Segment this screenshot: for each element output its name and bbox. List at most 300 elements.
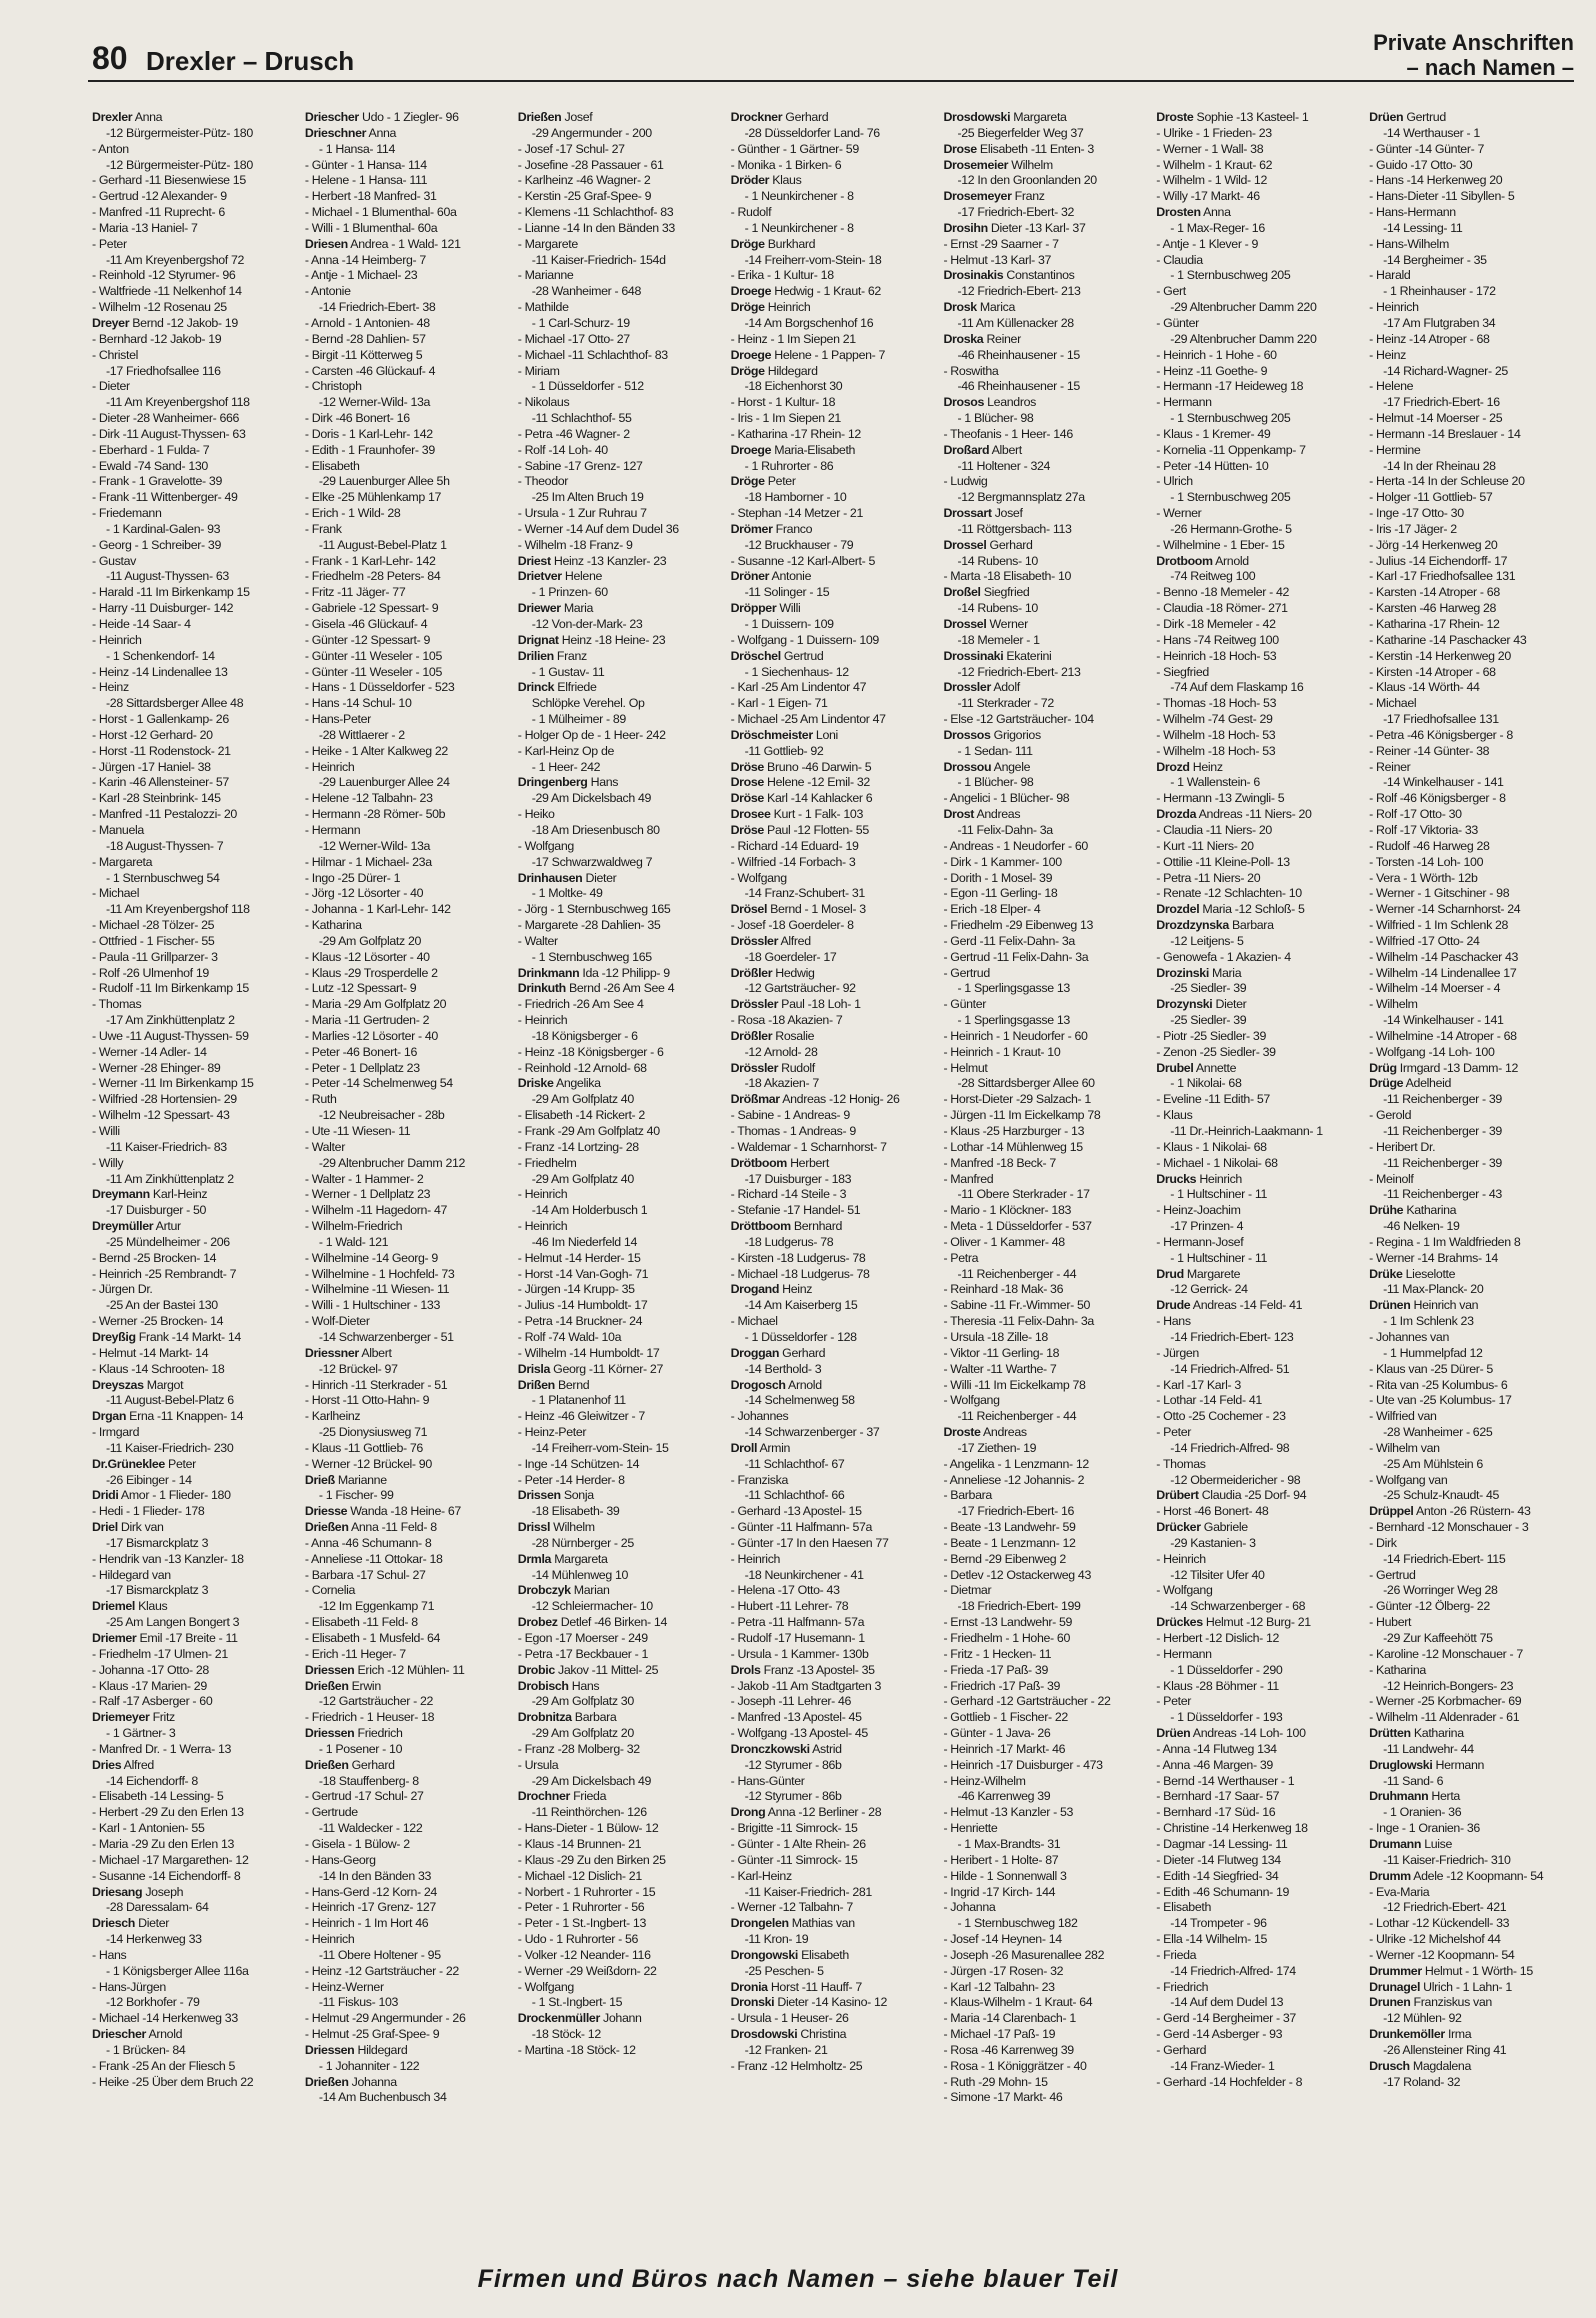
person-entry: - Maria -14 Clarenbach- 1 [943, 2011, 1076, 2026]
family-name: Drozd [1156, 759, 1190, 774]
person-entry: - Heinrich -17 Markt- 46 [943, 1741, 1066, 1756]
family-name: Driesen [304, 236, 348, 251]
address-line: -11 Landwehr- 44 [1383, 1741, 1474, 1756]
person-entry: - Waldemar - 1 Scharnhorst- 7 [730, 1139, 887, 1154]
family-name: Dreyer [92, 315, 130, 330]
person-entry: - Michael - 1 Blumenthal- 60a [304, 205, 457, 220]
person-entry: - Torsten -14 Loh- 100 [1369, 854, 1484, 869]
person-entry: - Dirk [1369, 1535, 1397, 1550]
person-entry: - Carsten -46 Glückauf- 4 [304, 363, 436, 378]
person-entry: - Klaus -12 Lösorter - 40 [304, 949, 430, 964]
person-entry: - Irmgard [92, 1425, 140, 1440]
family-entry [305, 1663, 510, 1679]
person-entry: - Wilhelm -14 Paschacker 43 [1369, 949, 1519, 964]
person-entry: - Rolf -14 Loh- 40 [517, 442, 608, 457]
person-entry: - Helmut -14 Herder- 15 [517, 1250, 641, 1265]
family-entry [731, 522, 936, 538]
address-line: -28 Wanheimer - 625 [1383, 1425, 1493, 1440]
person-entry: - Reinhard -18 Mak- 36 [943, 1282, 1064, 1297]
address-line: -11 Am Küllenacker 28 [957, 315, 1074, 330]
family-name: Drüge [1369, 1076, 1404, 1091]
person-entry: - Gerhard [1156, 2042, 1207, 2057]
person-entry: - Frank - 1 Karl-Lehr- 142 [304, 553, 436, 568]
given-name-address: Katharina [1406, 1203, 1457, 1218]
person-entry: - Karl -28 Steinbrink- 145 [92, 791, 221, 806]
address-line: -11 Kaiser-Friedrich- 154d [531, 252, 666, 267]
given-name-address: Hildegard [357, 2042, 408, 2057]
family-name: Drosdowski [943, 110, 1011, 124]
person-entry: - Heinrich - 1 Im Hort 46 [304, 1916, 429, 1931]
address-line: -18 Akazien- 7 [744, 1076, 819, 1091]
address-line: - 1 Platanenhof 11 [531, 1393, 626, 1408]
person-entry: - Karl -17 Friedhofsallee 131 [1369, 569, 1516, 584]
family-entry [518, 966, 723, 982]
family-entry [943, 268, 1148, 284]
person-entry: - Susanne -12 Karl-Albert- 5 [730, 553, 876, 568]
family-name: Driemer [92, 1631, 137, 1645]
family-name: Drose [943, 141, 977, 156]
person-entry: - Gertrud -12 Alexander- 9 [92, 189, 227, 204]
address-line: -11 Solinger - 15 [744, 585, 830, 600]
person-entry: - Reiner -14 Günter- 38 [1369, 743, 1490, 758]
family-name: Driesse [304, 1504, 348, 1519]
person-entry: - Guido -17 Otto- 30 [1369, 157, 1473, 172]
person-entry: - Hans-Hermann [1369, 205, 1456, 220]
person-entry: - Ursula - 1 Heuser- 26 [730, 2011, 849, 2026]
given-name-address: Gertrud [1406, 110, 1446, 124]
address-line: -12 Bürgermeister-Pütz- 180 [106, 157, 253, 172]
person-entry: - Inge -17 Otto- 30 [1369, 506, 1464, 521]
family-name: Drossel [943, 617, 987, 631]
person-entry: - Thomas [1156, 1456, 1206, 1471]
family-name: Drößler [730, 965, 773, 980]
family-name: Drinkuth [517, 981, 566, 996]
family-entry [731, 1980, 936, 1996]
person-entry: - Rolf -74 Wald- 10a [517, 1329, 622, 1344]
person-entry: - Paula -11 Grillparzer- 3 [92, 949, 218, 964]
family-entry [518, 633, 723, 649]
person-entry: - Elisabeth -14 Rickert- 2 [517, 1108, 645, 1123]
person-entry: - Michael [1369, 696, 1417, 711]
given-name-address: Maria [1212, 965, 1242, 980]
address-line: -11 Obere Sterkrader - 17 [957, 1187, 1090, 1202]
person-entry: - Hermann [304, 822, 361, 837]
given-name-address: Josef [994, 506, 1023, 521]
person-entry: - Werner -25 Korbmacher- 69 [1369, 1694, 1522, 1709]
given-name-address: Ulrich - 1 Lahn- 1 [1423, 1979, 1512, 1994]
given-name-address: Klaus [772, 173, 802, 188]
address-line: -18 Eichenhorst 30 [744, 379, 843, 394]
person-entry: - Iris -17 Jäger- 2 [1369, 521, 1457, 536]
person-entry: - Ursula - 1 Zur Ruhrau 7 [517, 506, 647, 521]
person-entry: - Inge -14 Schützen- 14 [517, 1456, 640, 1471]
person-entry: - Günter - 1 Hansa- 114 [304, 157, 427, 172]
address-line: -14 Bergheimer - 35 [1383, 252, 1487, 267]
person-entry: - Klaus - 1 Kremer- 49 [1156, 426, 1271, 441]
person-entry: - Horst -12 Gerhard- 20 [92, 727, 213, 742]
given-name-address: Margareta [1013, 110, 1067, 124]
family-entry [518, 1520, 723, 1536]
family-name: Drücker [1156, 1520, 1201, 1535]
person-entry: - Kirsten -18 Ludgerus- 78 [730, 1250, 866, 1265]
person-entry: - Heinz [92, 680, 129, 695]
family-name: Drießen [304, 1520, 349, 1535]
person-entry: - Maria -29 Zu den Erlen 13 [92, 1836, 235, 1851]
person-entry: - Hans-Günter [730, 1773, 805, 1788]
person-entry: - Wilhelmine -14 Atroper - 68 [1369, 1028, 1517, 1043]
family-name: Drumm [1369, 1868, 1411, 1883]
person-entry: - Franziska [730, 1472, 789, 1487]
family-entry [1156, 1298, 1361, 1314]
family-name: Drong [730, 1805, 766, 1820]
person-entry: - Horst -46 Bonert- 48 [1156, 1504, 1269, 1519]
family-entry [1369, 1298, 1574, 1314]
family-name: Drozda [1156, 807, 1197, 822]
person-entry: - Peter - 1 Ruhrorter - 56 [517, 1900, 645, 1915]
family-entry [518, 1362, 723, 1378]
person-entry: - Heinrich [730, 1551, 781, 1566]
given-name-address: Armin [759, 1440, 791, 1455]
person-entry: - Manfred -11 Ruprecht- 6 [92, 205, 225, 220]
person-entry: - Hildegard van [92, 1567, 171, 1582]
person-entry: - Helmut -25 Graf-Spee- 9 [304, 2027, 440, 2042]
address-line: -25 Mündelheimer - 206 [106, 1234, 230, 1249]
family-name: Drummer [1369, 1963, 1422, 1978]
person-entry: - Antonie [304, 284, 351, 299]
family-entry [518, 1552, 723, 1568]
address-line: - 1 Sternbuschweg 205 [1170, 411, 1291, 426]
person-entry: - Heinrich [1156, 1551, 1206, 1566]
person-entry: - Heinz-Wilhelm [943, 1773, 1026, 1788]
person-entry: - Lothar -12 Kückendell- 33 [1369, 1916, 1510, 1931]
person-entry: - Peter [1156, 1694, 1192, 1709]
family-name: Drüen [1156, 1726, 1191, 1741]
person-entry: - Willi - 1 Blumenthal- 60a [304, 220, 438, 235]
person-entry: - Heike -25 Über dem Bruch 22 [92, 2074, 254, 2089]
person-entry: - Wilhelmine -11 Wiesen- 11 [304, 1282, 450, 1297]
address-line: -11 Holtener - 324 [957, 458, 1051, 473]
address-line: -17 Bismarckplatz 3 [106, 1583, 209, 1598]
given-name-address: Friedrich [357, 1726, 403, 1741]
given-name-address: Andrea - 1 Wald- 121 [350, 236, 461, 251]
header-rule [88, 80, 1574, 82]
person-entry: - Hermine [1369, 442, 1421, 457]
family-name: Drünen [1369, 1298, 1411, 1313]
person-entry: - Rudolf [730, 205, 772, 220]
address-line: -12 Mühlen- 92 [1383, 2011, 1462, 2026]
person-entry: - Gerhard -11 Biesenwiese 15 [92, 173, 246, 188]
person-entry: - Werner -14 Adler- 14 [92, 1044, 207, 1059]
person-entry: - Peter -14 Schelmenweg 54 [304, 1076, 453, 1091]
person-entry: - Klaus -29 Zu den Birken 25 [517, 1852, 666, 1867]
address-line: -18 Ludgerus- 78 [744, 1234, 834, 1249]
person-entry: - Birgit -11 Kötterweg 5 [304, 347, 423, 362]
person-entry: - Ursula [517, 1757, 559, 1772]
person-entry: - Helene -12 Talbahn- 23 [304, 791, 433, 806]
person-entry: - Reinhold -12 Arnold- 68 [517, 1060, 647, 1075]
address-line: -29 Am Golfplatz 30 [531, 1694, 634, 1709]
person-entry: - Klaus -29 Trosperdelle 2 [304, 965, 438, 980]
person-entry: - Marianne [517, 268, 574, 283]
person-entry: - Klemens -11 Schlachthof- 83 [517, 205, 674, 220]
family-entry [1369, 1758, 1574, 1774]
given-name-address: Sophie -13 Kasteel- 1 [1196, 110, 1309, 124]
person-entry: - Gottlieb - 1 Fischer- 22 [943, 1710, 1068, 1725]
family-name: Dröge [730, 236, 765, 251]
person-entry: - Horst-Dieter -29 Salzach- 1 [943, 1092, 1091, 1107]
person-entry: - Ursula - 1 Kammer- 130b [730, 1646, 869, 1661]
person-entry: - Friedrich [1156, 1979, 1209, 1994]
family-entry [731, 1029, 936, 1045]
family-entry [518, 871, 723, 887]
given-name-address: Johann [603, 2011, 642, 2026]
person-entry: - Wilhelmine - 1 Eber- 15 [1156, 537, 1285, 552]
person-entry: - Willi [92, 1124, 120, 1138]
person-entry: - Rosa - 1 Königgrätzer - 40 [943, 2058, 1087, 2073]
family-name: Drissl [517, 1520, 551, 1535]
person-entry: - Wilhelm -11 Hagedorn- 47 [304, 1203, 448, 1218]
person-entry: - Jürgen [1156, 1345, 1199, 1360]
person-entry: - Elisabeth -14 Lessing- 5 [92, 1789, 224, 1804]
address-line: -17 Ziethen- 19 [957, 1440, 1037, 1455]
person-entry: - Kirsten -14 Atroper - 68 [1369, 664, 1496, 679]
given-name-address: Bernd -26 Am See 4 [568, 981, 675, 996]
person-entry: - Mathilde [517, 300, 569, 315]
given-name-address: Fritz [152, 1710, 175, 1725]
family-entry [518, 1076, 723, 1092]
address-line: - 1 Posener - 10 [318, 1741, 403, 1756]
person-entry: - Günter -12 Ölberg- 22 [1369, 1599, 1490, 1614]
person-entry: - Jürgen Dr. [92, 1282, 153, 1297]
person-entry: - Klaus -14 Schrooten- 18 [92, 1361, 225, 1376]
family-entry [518, 1488, 723, 1504]
person-entry: - Ernst -29 Saarner - 7 [943, 236, 1059, 251]
family-entry [518, 649, 723, 665]
given-name-address: Sonja [563, 1488, 594, 1503]
address-line: -11 Reinthörchen- 126 [531, 1805, 647, 1820]
person-entry: - Detlev -12 Ostackerweg 43 [943, 1567, 1092, 1582]
person-entry: - Hermann -14 Breslauer - 14 [1369, 426, 1521, 441]
person-entry: - Heinrich [92, 632, 142, 647]
address-line: - 1 Carl-Schurz- 19 [531, 315, 630, 330]
given-name-address: Andreas [983, 1425, 1027, 1440]
person-entry: - Helmut -14 Moerser - 25 [1369, 411, 1503, 426]
person-entry: - Jürgen -14 Krupp- 35 [517, 1282, 635, 1297]
person-entry: - Sabine -17 Grenz- 127 [517, 458, 643, 473]
address-line: -17 Duisburger - 50 [106, 1203, 207, 1218]
person-entry: - Renate -12 Schlachten- 10 [1156, 886, 1302, 901]
person-entry: - Roswitha [943, 363, 999, 378]
person-entry: - Werner - 1 Dellplatz 23 [304, 1187, 431, 1202]
given-name-address: Emil -17 Breite - 11 [139, 1631, 238, 1645]
family-name: Dröpper [730, 601, 777, 616]
address-line: - 1 Gustav- 11 [531, 664, 605, 679]
person-entry: - Dietmar [943, 1583, 992, 1598]
family-entry [305, 1346, 510, 1362]
given-name-address: Claudia -25 Dorf- 94 [1201, 1488, 1307, 1503]
person-entry: - Thomas - 1 Andreas- 9 [730, 1124, 856, 1138]
family-name: Drießen [304, 1757, 349, 1772]
address-line: - 1 Max-Brandts- 31 [957, 1836, 1061, 1851]
family-name: Drosk [943, 300, 977, 315]
person-entry: - Claudia -18 Römer- 271 [1156, 601, 1288, 616]
person-entry: - Günter -11 Simrock- 15 [730, 1852, 858, 1867]
address-line: -18 Königsberger - 6 [531, 1028, 638, 1043]
person-entry: - Michael -17 Margarethen- 12 [92, 1852, 249, 1867]
given-name-address: Hedwig [775, 965, 815, 980]
given-name-address: Georg -11 Körner- 27 [553, 1361, 664, 1376]
address-line: -25 Im Alten Bruch 19 [531, 490, 644, 505]
family-name: Dries [92, 1757, 122, 1772]
person-entry: - Ralf -17 Asberger - 60 [92, 1694, 213, 1709]
family-name: Drieschner [304, 125, 367, 140]
address-line: - 1 Düsseldorfer - 128 [744, 1329, 857, 1344]
directory-column-2 [305, 110, 510, 2234]
person-entry: - Frank -25 An der Fliesch 5 [92, 2058, 236, 2073]
person-entry: - Edith -46 Schumann- 19 [1156, 1884, 1290, 1899]
family-name: Drüg [1369, 1060, 1397, 1075]
address-line: -12 Bürgermeister-Pütz- 180 [106, 125, 253, 140]
person-entry: - Thomas -18 Hoch- 53 [1156, 696, 1277, 711]
given-name-address: Dieter [1215, 997, 1247, 1012]
address-line: -29 Zur Kaffeehött 75 [1383, 1631, 1493, 1645]
address-line: -29 Altenbrucher Damm 220 [1170, 300, 1317, 315]
person-entry: - Heribert Dr. [1369, 1139, 1436, 1154]
family-entry [92, 1710, 297, 1726]
person-entry: - Manfred -18 Beck- 7 [943, 1155, 1056, 1170]
person-entry: - Jakob -11 Am Stadtgarten 3 [730, 1678, 882, 1693]
person-entry: - Kerstin -14 Herkenweg 20 [1369, 648, 1511, 663]
address-line: -11 Reichenberger - 39 [1383, 1092, 1502, 1107]
given-name-address: Angelika [555, 1076, 601, 1091]
given-name-address: Gerhard [351, 1757, 395, 1772]
family-entry [731, 649, 936, 665]
address-line: -12 Heinrich-Bongers- 23 [1383, 1678, 1514, 1693]
family-name: Drignat [517, 632, 559, 647]
given-name-address: Ida -12 Philipp- 9 [582, 965, 670, 980]
family-name: Drössler [730, 933, 779, 948]
address-line: -14 Schwarzenberger - 68 [1170, 1599, 1306, 1614]
person-entry: - Hermann-Josef [1156, 1234, 1244, 1249]
person-entry: - Harald [1369, 268, 1411, 283]
person-entry: - Henriette [943, 1821, 998, 1836]
person-entry: - Ottfried - 1 Fischer- 55 [92, 933, 215, 948]
person-entry: - Egon -17 Moerser - 249 [517, 1631, 648, 1645]
person-entry: - Frieda -17 Paß- 39 [943, 1662, 1048, 1677]
person-entry: - Meta - 1 Düsseldorfer - 537 [943, 1219, 1092, 1234]
family-name: Drochner [517, 1789, 570, 1804]
family-name: Drubel [1156, 1060, 1194, 1075]
family-name: Drinkmann [517, 965, 580, 980]
person-entry: - Rita van -25 Kolumbus- 6 [1369, 1377, 1508, 1392]
family-name: Drosihn [943, 220, 988, 235]
given-name-address: Franz [1014, 189, 1045, 204]
person-entry: - Franz -12 Helmholtz- 25 [730, 2058, 863, 2073]
family-entry [731, 2027, 936, 2043]
family-entry [518, 1789, 723, 1805]
address-line: -14 Am Borgschenhof 16 [744, 315, 874, 330]
family-entry [943, 680, 1148, 696]
address-line: - 1 Brücken- 84 [106, 2042, 186, 2057]
given-name-address: Andreas -14 Loh- 100 [1192, 1726, 1306, 1741]
family-name: Drößler [730, 1028, 773, 1043]
family-name: Drobisch [517, 1678, 569, 1693]
address-line: -11 Sterkrader - 72 [957, 696, 1054, 711]
person-entry: - Hermann -17 Heideweg 18 [1156, 379, 1304, 394]
given-name-address: Margareta [554, 1551, 608, 1566]
person-entry: - Walter - 1 Hammer- 2 [304, 1171, 424, 1186]
address-line: - 1 Sperlingsgasse 13 [957, 1013, 1070, 1028]
address-line: -12 Friedrich-Ebert- 213 [957, 284, 1081, 299]
family-entry [943, 506, 1148, 522]
person-entry: - Gerd -11 Felix-Dahn- 3a [943, 933, 1075, 948]
family-name: Droska [943, 331, 984, 346]
person-entry: - Klaus van -25 Dürer- 5 [1369, 1361, 1493, 1376]
person-entry: - Josefine -28 Passauer - 61 [517, 157, 664, 172]
given-name-address: Franziskus van [1413, 1995, 1492, 2010]
family-entry [92, 1631, 297, 1647]
given-name-address: Peter [168, 1456, 196, 1471]
family-name: Drunagel [1369, 1979, 1421, 1994]
family-entry [731, 569, 936, 585]
person-entry: - Heinz -14 Lindenallee 13 [92, 664, 228, 679]
address-line: -14 Eichendorff- 8 [106, 1773, 198, 1788]
person-entry: - Angelika - 1 Lenzmann- 12 [943, 1456, 1089, 1471]
family-name: Droste [943, 1425, 981, 1440]
person-entry: - Benno -18 Memeler - 42 [1156, 585, 1290, 600]
person-entry: - Rolf -26 Ulmenhof 19 [92, 965, 209, 980]
family-entry [305, 1758, 510, 1774]
person-entry: - Franz -28 Molberg- 32 [517, 1741, 640, 1756]
person-entry: - Holger -11 Gottlieb- 57 [1369, 490, 1493, 505]
person-entry: - Gerhard -12 Gartsträucher - 22 [943, 1694, 1111, 1709]
address-line: -11 Dr.-Heinrich-Laakmann- 1 [1170, 1124, 1323, 1138]
given-name-address: Helmut - 1 Wörth- 15 [1424, 1963, 1533, 1978]
person-entry: - Werner -14 Brahms- 14 [1369, 1250, 1498, 1265]
given-name-address: Elfriede [557, 680, 597, 695]
person-entry: - Herbert -29 Zu den Erlen 13 [92, 1805, 244, 1820]
person-entry: - Petra -14 Bruckner- 24 [517, 1314, 643, 1329]
given-name-address: Klaus [138, 1599, 168, 1614]
family-entry [943, 158, 1148, 174]
family-entry [1156, 807, 1361, 823]
person-entry: - Anna -46 Margen- 39 [1156, 1757, 1273, 1772]
address-line: - 1 Wallenstein- 6 [1170, 775, 1260, 790]
given-name-address: Paul -18 Loh- 1 [781, 997, 861, 1012]
family-name: Driesang [92, 1884, 143, 1899]
directory-column-1 [92, 110, 297, 2234]
address-line: -12 Brückel- 97 [318, 1361, 398, 1376]
family-name: Droggan [730, 1345, 780, 1360]
person-entry: - Werner -11 Im Birkenkamp 15 [92, 1076, 254, 1091]
given-name-address: Josef [564, 110, 593, 124]
person-entry: - Friedhelm -17 Ulmen- 21 [92, 1646, 228, 1661]
address-line: - 1 Siechenhaus- 12 [744, 664, 849, 679]
family-name: Driemel [92, 1599, 136, 1614]
address-line: -14 Lessing- 11 [1383, 220, 1463, 235]
person-entry: - Dagmar -14 Lessing- 11 [1156, 1836, 1288, 1851]
person-entry: - Harry -11 Duisburger- 142 [92, 601, 234, 616]
person-entry: - Horst -14 Van-Gogh- 71 [517, 1266, 649, 1281]
given-name-address: Irmgard -13 Damm- 12 [1399, 1060, 1519, 1075]
family-name: Druhmann [1369, 1789, 1429, 1804]
family-entry [943, 585, 1148, 601]
address-line: - 1 Sedan- 111 [957, 743, 1033, 758]
person-entry: - Wilhelm - 1 Kraut- 62 [1156, 157, 1273, 172]
person-entry: - Georg - 1 Schreiber- 39 [92, 537, 221, 552]
family-name: Drosos [943, 395, 985, 410]
given-name-address: Gabriele [1203, 1520, 1248, 1535]
